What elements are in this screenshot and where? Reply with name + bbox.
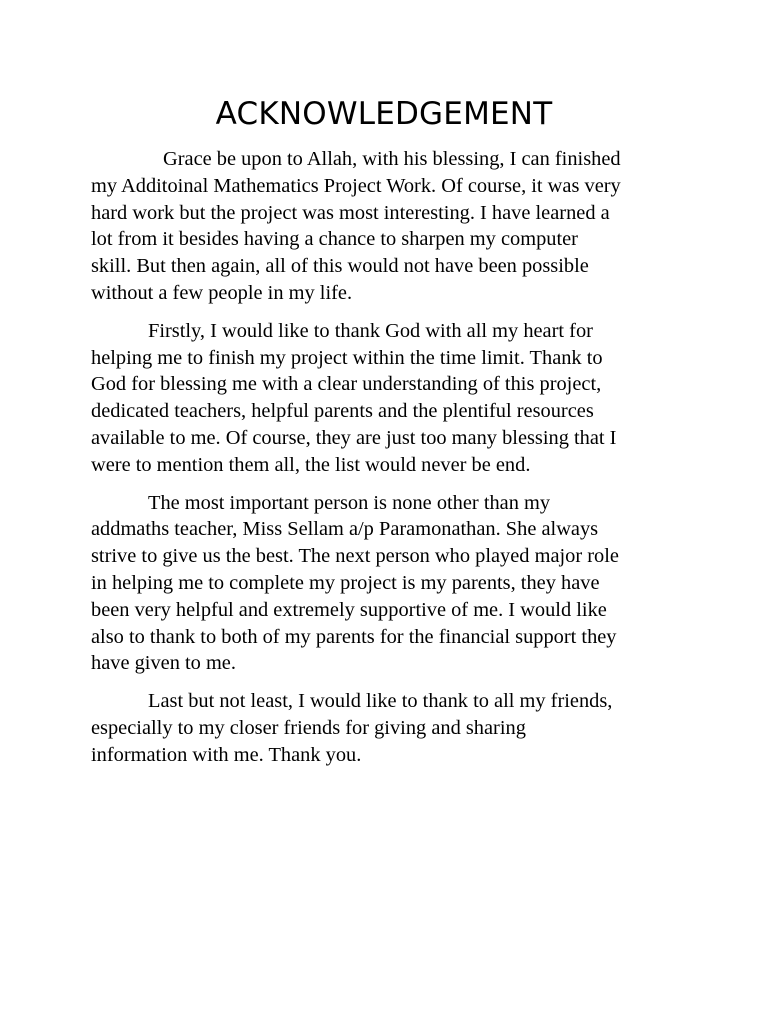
paragraph-line: in helping me to complete my project is my parents, they have [91, 571, 600, 594]
paragraph-line: helping me to finish my project within the time limit. Thank to [91, 346, 603, 369]
paragraph-line: strive to give us the best. The next person who played major role [91, 545, 619, 568]
document-title: ACKNOWLEDGEMENT [215, 96, 553, 132]
paragraph-line: skill. But then again, all of this would not have been possible [91, 255, 589, 278]
paragraph-line: lot from it besides having a chance to sharpen my computer [91, 228, 578, 251]
paragraph-line: Grace be upon to Allah, with his blessing, I can finished [163, 148, 621, 170]
paragraph-line: addmaths teacher, Miss Sellam a/p Paramonathan. She always [91, 518, 599, 541]
paragraph-line: available to me. Of course, they are just too many blessing that I [91, 426, 617, 449]
paragraph-line: especially to my closer friends for giving and sharing [91, 716, 526, 739]
paragraph-line: God for blessing me with a clear understanding of this project, [91, 373, 602, 396]
paragraph-line: hard work but the project was most interesting. I have learned a [91, 201, 610, 224]
paragraph-line: were to mention them all, the list would never be end. [91, 453, 531, 476]
paragraph-4 [91, 688, 691, 768]
paragraph-line: have given to me. [91, 652, 236, 675]
paragraph-1 [91, 146, 691, 307]
paragraph-line: Last but not least, I would like to thank to all my friends, [148, 690, 613, 713]
document-body [91, 146, 691, 780]
paragraph-line: The most important person is none other than my [148, 491, 551, 514]
paragraph-2 [91, 318, 691, 479]
paragraph-3 [91, 490, 691, 678]
paragraph-line: information with me. Thank you. [91, 743, 362, 766]
paragraph-line: also to thank to both of my parents for the financial support they [91, 625, 617, 648]
paragraph-line: without a few people in my life. [91, 281, 353, 304]
paragraph-line: dedicated teachers, helpful parents and the plentiful resources [91, 400, 594, 423]
paragraph-line: my Additoinal Mathematics Project Work. Of course, it was very [91, 174, 621, 197]
paragraph-line: been very helpful and extremely supportive of me. I would like [91, 598, 607, 621]
paragraph-line: Firstly, I would like to thank God with all my heart for [148, 319, 593, 342]
